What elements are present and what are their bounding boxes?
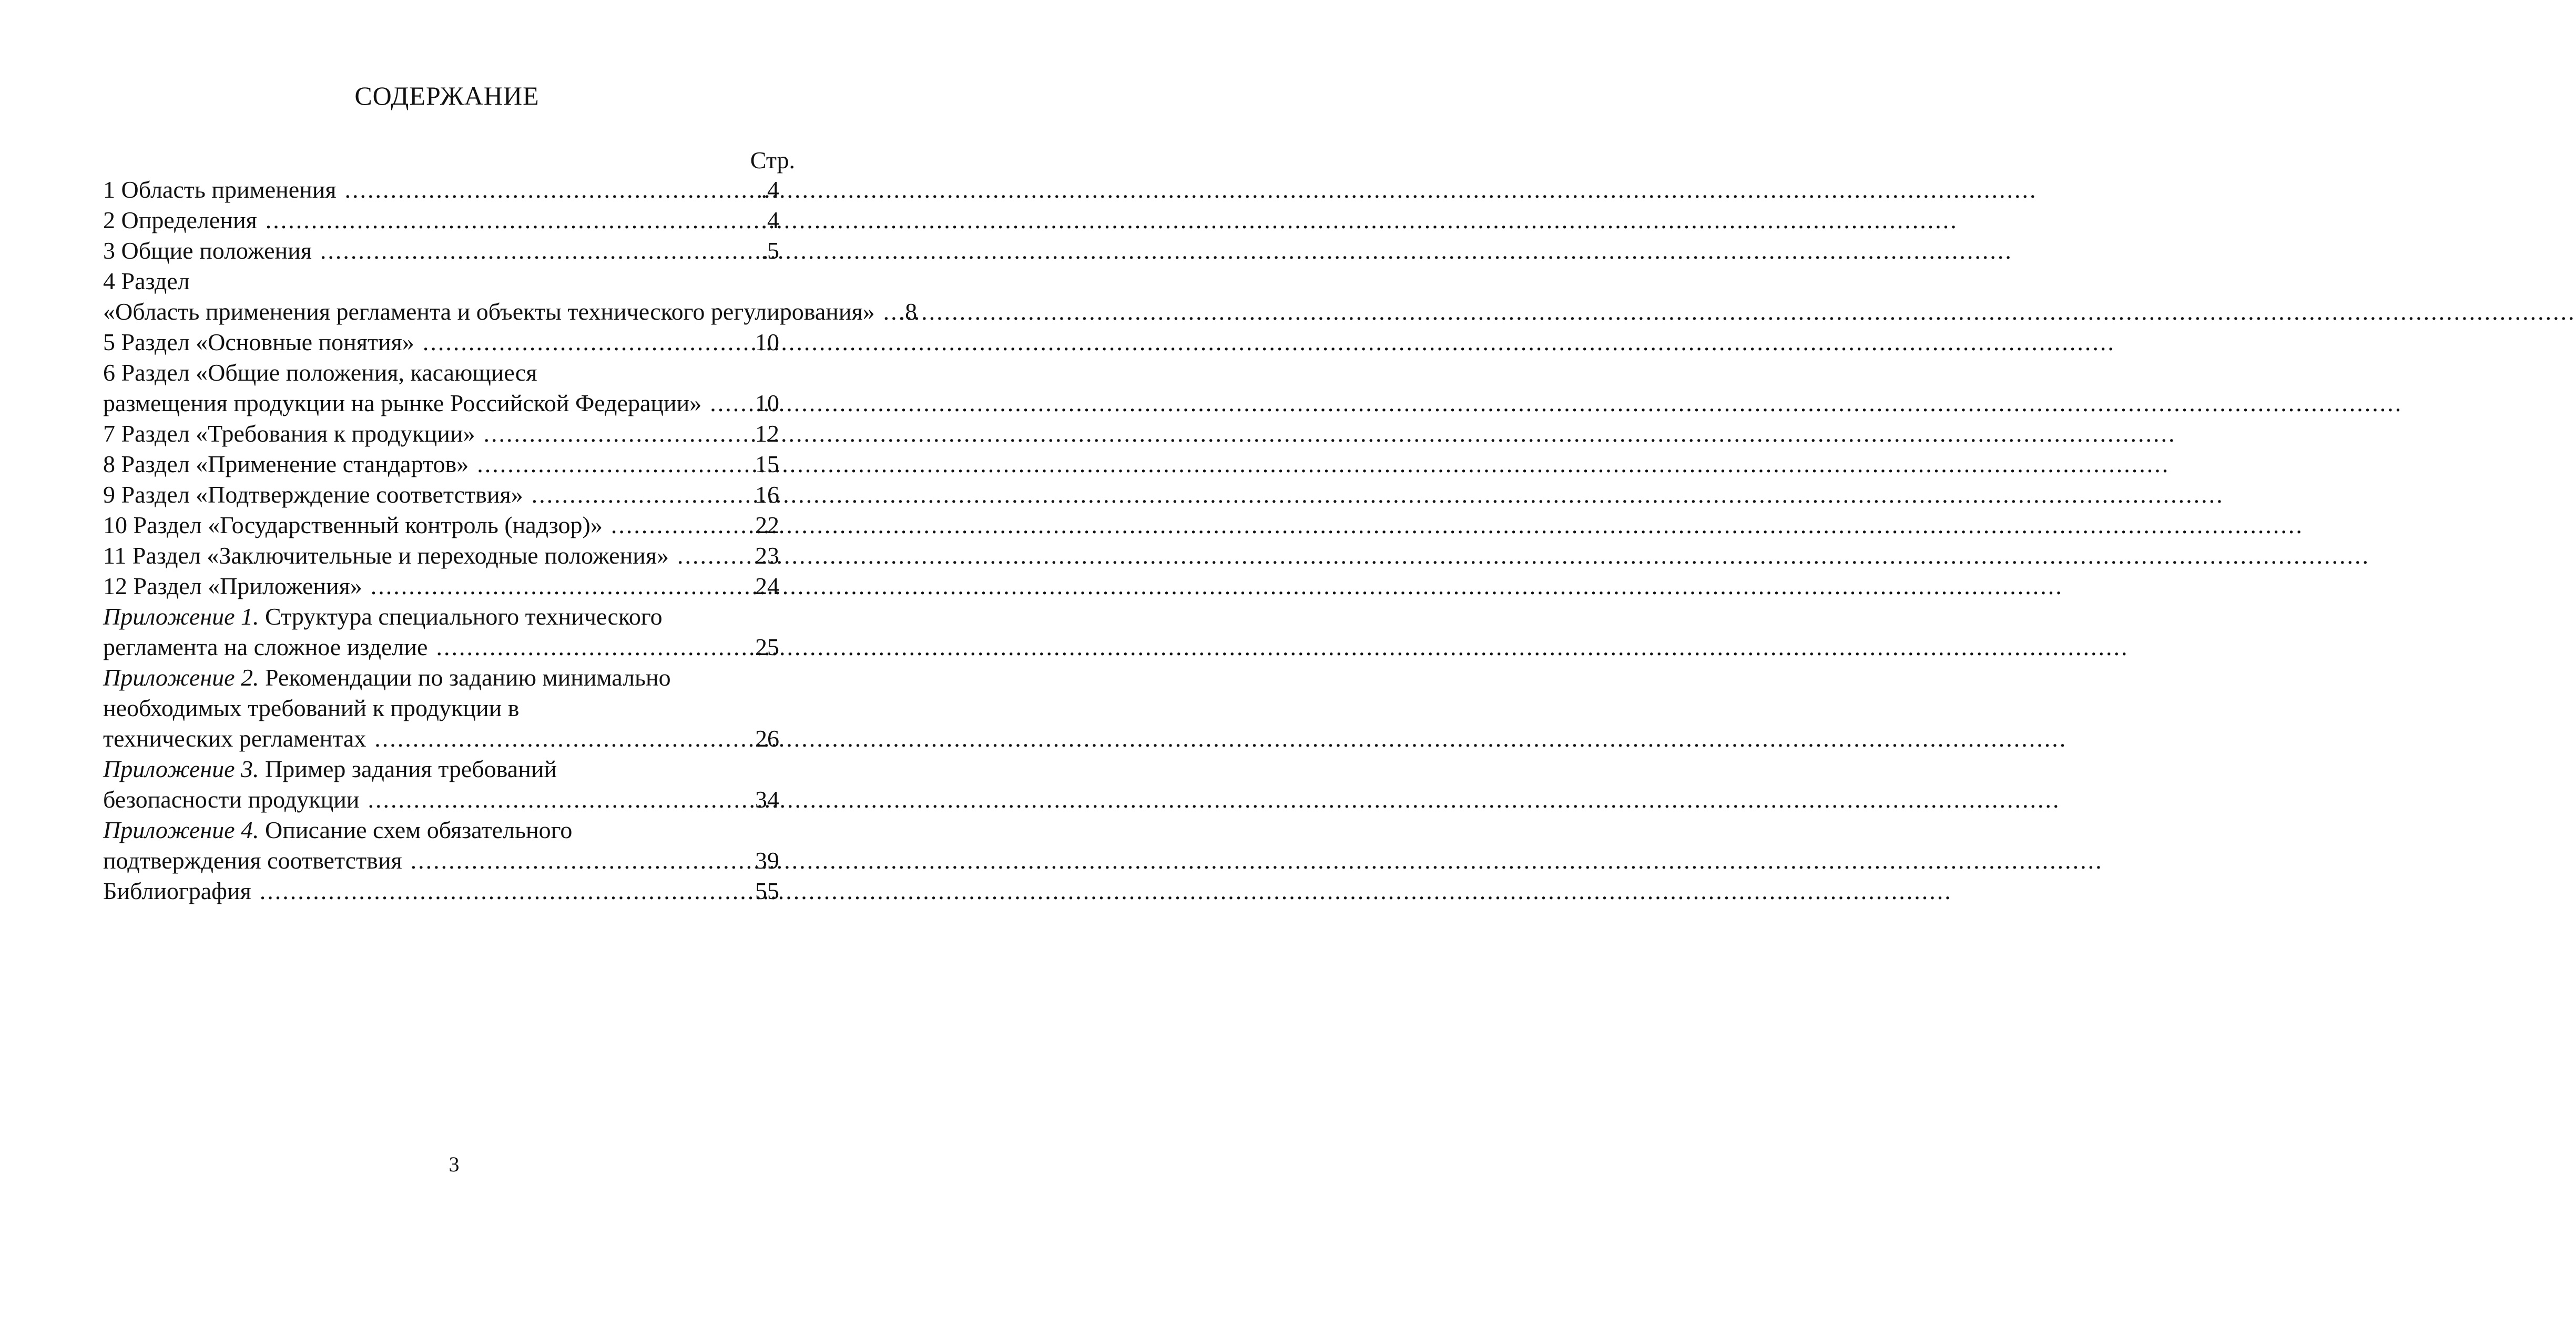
entry-number: 6: [103, 359, 115, 386]
toc-entry-appendix[interactable]: [103, 815, 779, 876]
entry-title-part: размещения продукции на рынке Российской Федерации»: [103, 390, 702, 416]
entry-page: 10: [755, 329, 779, 355]
entry-number: 8: [103, 451, 115, 477]
toc-entry[interactable]: [103, 327, 779, 358]
entry-number: 10: [103, 512, 127, 538]
dot-leader: [677, 540, 750, 571]
entry-page: 25: [755, 634, 779, 660]
toc-entry[interactable]: [103, 418, 779, 449]
entry-title-part: Структура специального технического: [265, 603, 663, 630]
entry-number: 9: [103, 481, 115, 508]
page-number: 3: [449, 1152, 460, 1176]
entry-number: 12: [103, 573, 127, 599]
entry-title: Раздел «Заключительные и переходные положения»: [132, 542, 669, 569]
appendix-label: Приложение 4.: [103, 816, 259, 843]
toc-entry[interactable]: [103, 358, 779, 418]
entry-title-part: технических регламентах: [103, 725, 366, 752]
dot-leader: [883, 297, 894, 327]
toc-entry[interactable]: [103, 449, 779, 479]
page-title: СОДЕРЖАНИЕ: [354, 81, 539, 110]
toc-entry[interactable]: [103, 205, 779, 236]
entry-number: 4: [103, 268, 115, 294]
entry-page: 23: [755, 542, 779, 569]
dot-leader: [483, 418, 750, 449]
entry-title: Общие положения: [121, 237, 312, 264]
entry-title-part: Раздел «Общие положения, касающиеся: [121, 359, 537, 386]
dot-leader: [345, 175, 756, 205]
entry-page: 34: [755, 786, 779, 813]
entry-number: 2: [103, 207, 115, 233]
entry-page: 55: [755, 877, 779, 904]
dot-leader: [320, 236, 756, 266]
entry-title-part: Описание схем обязательного: [265, 816, 573, 843]
dot-leader: [371, 571, 750, 601]
entry-title-part: Рекомендации по заданию минимально: [265, 664, 671, 691]
entry-title: Раздел «Применение стандартов»: [121, 451, 469, 477]
toc-entry[interactable]: [103, 479, 779, 510]
entry-title: Определения: [121, 207, 257, 233]
entry-number: 11: [103, 542, 127, 569]
entry-title-part: регламента на сложное изделие: [103, 634, 428, 660]
toc-entry-bibliography[interactable]: [103, 876, 779, 906]
entry-title: Раздел «Основные понятия»: [121, 329, 414, 355]
entry-title-part: Пример задания требований: [265, 756, 557, 782]
entry-page: .5: [761, 237, 779, 264]
entry-page: 24: [755, 573, 779, 599]
page-column-label: Стр.: [750, 147, 795, 173]
dot-leader: [710, 388, 750, 418]
appendix-label: Приложение 2.: [103, 664, 259, 691]
toc-entry[interactable]: [103, 175, 779, 205]
toc-entry-appendix[interactable]: [103, 601, 779, 662]
dot-leader: [411, 845, 750, 876]
dot-leader: [260, 876, 750, 906]
toc-entry[interactable]: [103, 540, 779, 571]
entry-title: Область применения: [121, 176, 337, 203]
entry-title-part: необходимых требований к продукции в: [103, 695, 520, 721]
toc-entry[interactable]: [103, 266, 918, 327]
entry-number: 3: [103, 237, 115, 264]
dot-leader: [611, 510, 750, 540]
dot-leader: [532, 479, 750, 510]
toc-entry[interactable]: [103, 510, 779, 540]
entry-page: .8: [899, 298, 918, 325]
entry-page: 22: [755, 512, 779, 538]
entry-page: 26: [755, 725, 779, 752]
entry-title: Раздел «Подтверждение соответствия»: [121, 481, 523, 508]
toc-entry-appendix[interactable]: [103, 662, 779, 754]
entry-title-part: безопасности продукции: [103, 786, 360, 813]
appendix-label: Приложение 3.: [103, 756, 259, 782]
entry-page: .4: [761, 207, 779, 233]
entry-page: 10: [755, 390, 779, 416]
entry-page: 16: [755, 481, 779, 508]
toc-entry-appendix[interactable]: [103, 754, 779, 815]
toc-entry[interactable]: [103, 571, 779, 601]
entry-title: Раздел «Требования к продукции»: [121, 420, 475, 447]
appendix-label: Приложение 1.: [103, 603, 259, 630]
entry-title: Раздел «Приложения»: [133, 573, 362, 599]
entry-page: 12: [755, 420, 779, 447]
entry-number: 5: [103, 329, 115, 355]
dot-leader: [368, 784, 750, 815]
entry-number: 1: [103, 176, 115, 203]
dot-leader: [436, 632, 750, 662]
dot-leader: [266, 205, 756, 236]
entry-title-part: Раздел: [121, 268, 190, 294]
dot-leader: [477, 449, 750, 479]
table-of-contents: [103, 175, 918, 906]
entry-title: Раздел «Государственный контроль (надзор)»: [133, 512, 603, 538]
entry-title: Библиография: [103, 877, 251, 904]
dot-leader: [423, 327, 750, 358]
entry-number: 7: [103, 420, 115, 447]
toc-entry[interactable]: [103, 236, 779, 266]
entry-page: .4: [761, 176, 779, 203]
entry-page: 15: [755, 451, 779, 477]
dot-leader: [374, 723, 750, 754]
entry-title-part: подтверждения соответствия: [103, 847, 402, 874]
entry-page: 39: [755, 847, 779, 874]
entry-title-part: «Область применения регламента и объекты технического регулирования»: [103, 298, 875, 325]
